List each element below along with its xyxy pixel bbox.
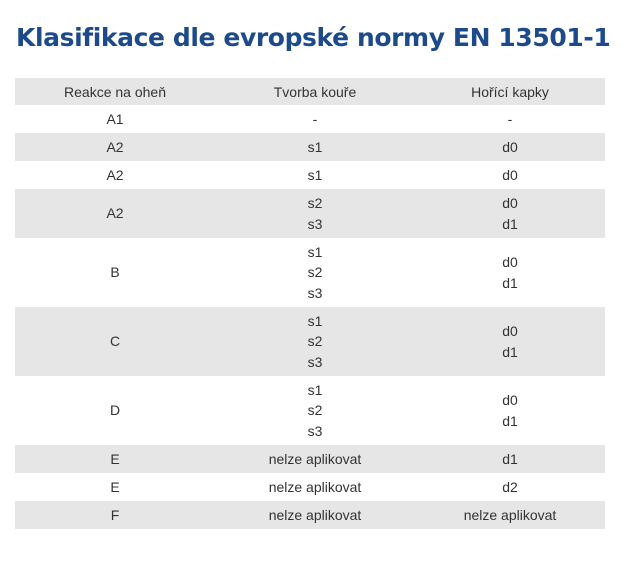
table-row [15,445,605,473]
drops-value: nelze aplikovat [463,506,557,523]
drops-value: d0 [502,323,518,339]
smoke-value: s1 [307,243,323,260]
table-row [15,376,605,445]
table-row [15,238,605,307]
table-header [15,78,605,105]
cell-smoke [215,473,415,501]
cell-reaction: C [15,307,215,376]
table-row [15,501,605,529]
cell-smoke [215,238,415,307]
cell-reaction: D [109,402,121,419]
cell-drops [415,161,605,189]
smoke-value: nelze aplikovat [268,506,362,523]
cell-smoke [215,501,415,529]
table-row [15,189,605,238]
cell-reaction: F [15,501,215,529]
drops-value: d0 [502,195,518,211]
table-row [15,161,605,189]
page-title: Klasifikace dle evropské normy EN 13501-1 [16,23,611,52]
cell-smoke [215,445,415,473]
cell-drops [415,189,605,238]
table-row [15,473,605,501]
drops-value: d0 [502,392,518,408]
cell-smoke [215,189,415,238]
cell-drops [415,445,605,473]
cell-smoke [215,105,415,133]
cell-reaction: B [110,264,120,281]
cell-reaction: A1 [106,110,124,127]
cell-reaction: A2 [15,133,215,161]
cell-reaction: E [110,478,120,495]
header-drops: Hořící kapky [415,78,605,105]
cell-smoke [215,161,415,189]
drops-value: d1 [502,343,518,360]
smoke-value: s3 [307,284,323,301]
smoke-value: s1 [307,138,323,155]
smoke-value: s2 [307,402,323,419]
table-row [15,133,605,161]
smoke-value: s3 [307,215,323,232]
drops-value: d0 [502,254,518,270]
drops-value: d0 [502,138,518,155]
smoke-value: s1 [307,312,323,329]
header-smoke: Tvorba kouře [215,78,415,105]
drops-value: d0 [502,166,518,183]
cell-drops [415,307,605,376]
drops-value: - [507,110,513,127]
cell-reaction: E [15,445,215,473]
cell-smoke [215,133,415,161]
smoke-value: s2 [307,195,323,211]
header-reaction: Reakce na oheň [15,78,215,105]
table-row [15,307,605,376]
cell-smoke [215,376,415,445]
smoke-value: s1 [307,381,323,398]
smoke-value: - [312,110,318,127]
cell-drops [415,473,605,501]
smoke-value: s3 [307,353,323,370]
smoke-value: s2 [307,333,323,350]
cell-smoke [215,307,415,376]
cell-reaction: A2 [15,189,215,238]
drops-value: d1 [502,412,518,429]
drops-value: d2 [502,478,518,495]
table-body [15,105,605,529]
smoke-value: nelze aplikovat [268,478,362,495]
classification-table [15,78,605,529]
cell-drops [415,376,605,445]
smoke-value: s1 [307,166,323,183]
cell-reaction: A2 [106,166,124,183]
drops-value: d1 [502,450,518,467]
smoke-value: s3 [307,422,323,439]
header-row [15,78,605,105]
drops-value: d1 [502,215,518,232]
drops-value: d1 [502,274,518,291]
smoke-value: s2 [307,264,323,281]
cell-drops [415,238,605,307]
cell-drops [415,105,605,133]
cell-drops [415,501,605,529]
cell-drops [415,133,605,161]
smoke-value: nelze aplikovat [268,450,362,467]
table-row [15,105,605,133]
